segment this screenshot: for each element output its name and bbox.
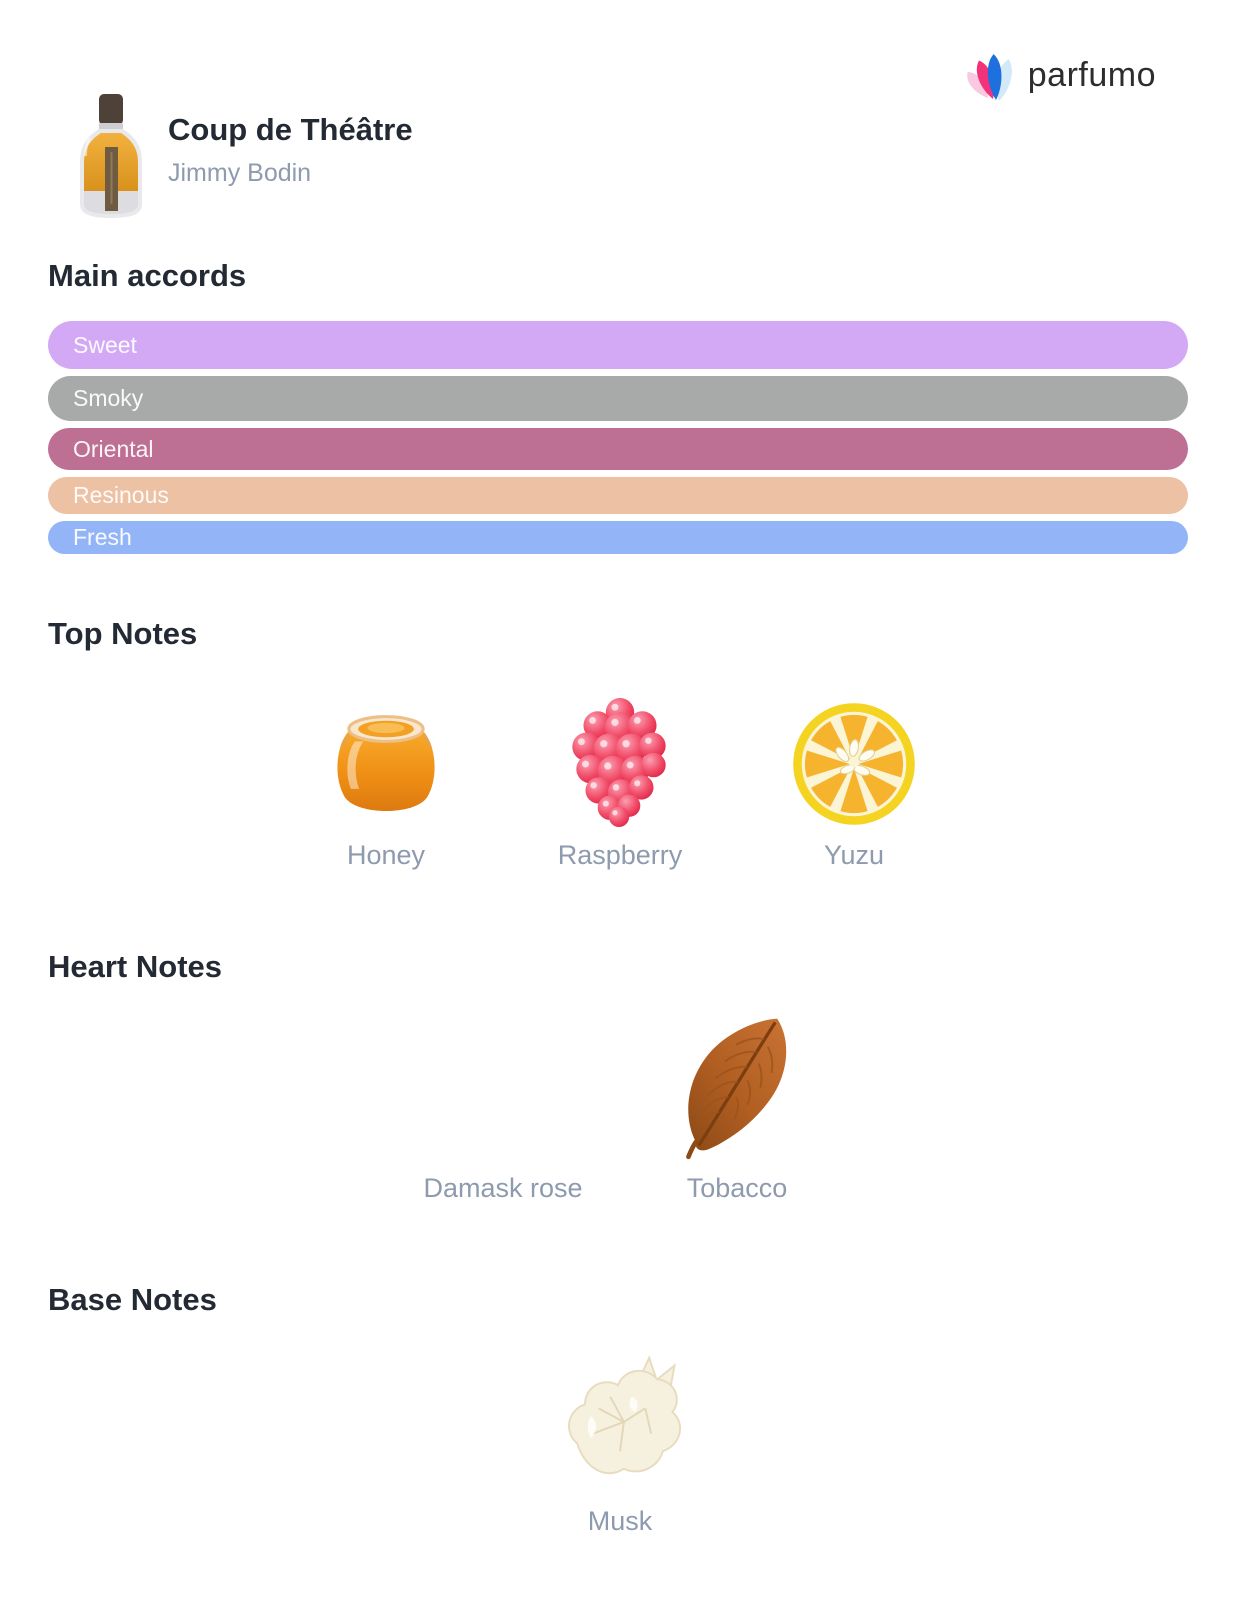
top-notes-title: Top Notes [48,616,198,651]
honey-jar-icon [308,674,464,828]
perfume-brand-link[interactable]: Jimmy Bodin [168,159,312,187]
top-notes-section [48,616,1192,871]
note-label[interactable]: Damask rose [423,1173,583,1203]
note-label[interactable]: Raspberry [557,840,683,870]
heart-notes-section [48,949,1192,1204]
perfume-name: Coup de Théâtre [168,112,413,147]
main-accords-section [48,258,1192,554]
note-item-yuzu[interactable] [737,674,971,871]
accord-bar-resinous [48,477,1188,514]
note-item-raspberry[interactable] [503,674,737,871]
note-item-tobacco[interactable] [620,1007,854,1204]
accord-label: Oriental [73,435,154,462]
page-header [0,0,1240,232]
parfumo-logo-text: parfumo [1027,56,1156,94]
note-label[interactable]: Honey [346,840,426,870]
musk-crystal-icon [542,1340,698,1494]
base-notes-title: Base Notes [48,1282,217,1317]
accord-bar-sweet [48,321,1188,369]
parfumo-logo[interactable] [962,40,1156,111]
note-label[interactable]: Yuzu [823,840,885,870]
accord-bar-oriental [48,428,1188,470]
accord-label: Smoky [73,385,144,411]
damask-rose-image-blank [425,1007,581,1161]
accord-label: Resinous [73,482,169,508]
accords-list [48,321,1192,554]
yuzu-slice-icon [776,674,932,828]
accord-bar-smoky [48,376,1188,421]
note-item-musk[interactable] [503,1340,737,1537]
parfumo-flower-icon [962,40,1026,111]
note-item-honey[interactable] [269,674,503,871]
tobacco-leaf-icon [659,1007,815,1161]
note-label[interactable]: Musk [587,1506,653,1536]
note-item-damask-rose[interactable] [386,1007,620,1204]
perfume-bottle-image[interactable] [64,92,158,220]
base-notes-row [48,1340,1192,1537]
base-notes-section [48,1282,1192,1537]
note-label[interactable]: Tobacco [686,1173,788,1203]
heart-notes-row [48,1007,1192,1204]
main-accords-title: Main accords [48,258,247,293]
heart-notes-title: Heart Notes [48,949,222,984]
raspberry-icon [542,674,698,828]
accord-label: Fresh [73,524,132,550]
accord-bar-fresh [48,521,1188,554]
perfume-title-block [168,112,413,188]
accord-label: Sweet [73,331,137,358]
top-notes-row [48,674,1192,871]
